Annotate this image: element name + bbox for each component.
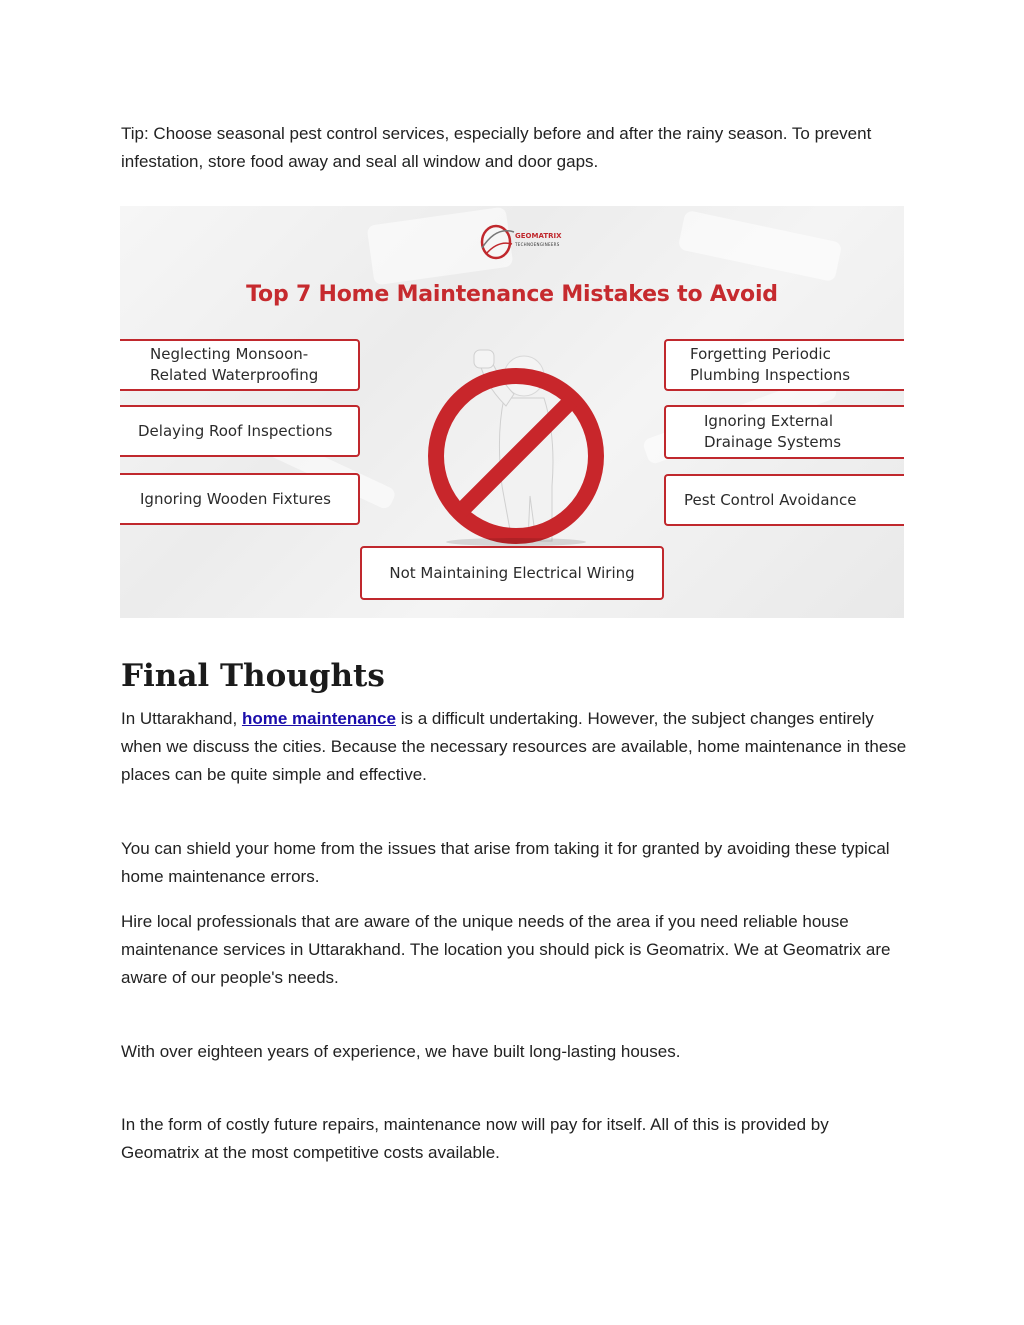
- paragraph-shield-home: You can shield your home from the issues that arise from taking it for granted by avoiding these typical home maintenance errors.: [121, 839, 890, 886]
- mistake-box-monsoon-waterproofing: [120, 339, 360, 391]
- paragraph-text: is a difficult undertaking. However, the subject changes entirely when we discuss the cities. Because the necessary resources are available, home maintenance in these places can be quite simple and effective.: [121, 709, 907, 784]
- mistake-box-plumbing-inspections: [664, 339, 904, 391]
- mistake-label: Delaying Roof Inspections: [138, 421, 333, 440]
- home-maintenance-link[interactable]: home maintenance: [241, 709, 396, 728]
- mistake-label: Neglecting Monsoon-Related Waterproofing: [150, 345, 319, 384]
- mistake-box-electrical-wiring: [360, 546, 664, 600]
- background-shape: [678, 210, 843, 282]
- infographic-title: Top 7 Home Maintenance Mistakes to Avoid: [246, 282, 778, 307]
- mistake-box-external-drainage: [664, 405, 904, 459]
- mistake-label: Forgetting Periodic Plumbing Inspections: [690, 345, 851, 384]
- paragraph-hire-professionals: Hire local professionals that are aware of the unique needs of the area if you need reliable house maintenance services in Uttarakhand. The location you should pick is Geomatrix. We at Geomatrix are aware of our people's needs.: [121, 912, 891, 987]
- mistake-box-wooden-fixtures: [120, 473, 360, 525]
- paragraph-experience: With over eighteen years of experience, we have built long-lasting houses.: [121, 1042, 681, 1061]
- tip-paragraph: Tip: Choose seasonal pest control services, especially before and after the rainy season. To prevent infestation, store food away and seal all window and door gaps.: [121, 124, 872, 171]
- logo-tagline: TECHNOENGINEERS: [515, 242, 560, 247]
- logo-wordmark: GEOMATRIX: [515, 232, 562, 240]
- mistake-label: Ignoring External Drainage Systems: [704, 412, 842, 451]
- mistake-label: Pest Control Avoidance: [684, 490, 857, 509]
- mistake-label: Not Maintaining Electrical Wiring: [389, 563, 635, 582]
- mistake-label: Ignoring Wooden Fixtures: [140, 489, 331, 508]
- paragraph-text: In Uttarakhand,: [121, 709, 242, 728]
- mistake-box-pest-control: [664, 474, 904, 526]
- infographic-image: [120, 206, 904, 618]
- section-heading: Final Thoughts: [121, 658, 385, 694]
- paragraph-uttarakhand: [121, 705, 911, 789]
- stop-sign-figure: [416, 346, 616, 546]
- paragraph-costly-repairs: In the form of costly future repairs, maintenance now will pay for itself. All of this is provided by Geomatrix at the most competitive costs available.: [121, 1115, 829, 1162]
- mistake-box-roof-inspections: [120, 405, 360, 457]
